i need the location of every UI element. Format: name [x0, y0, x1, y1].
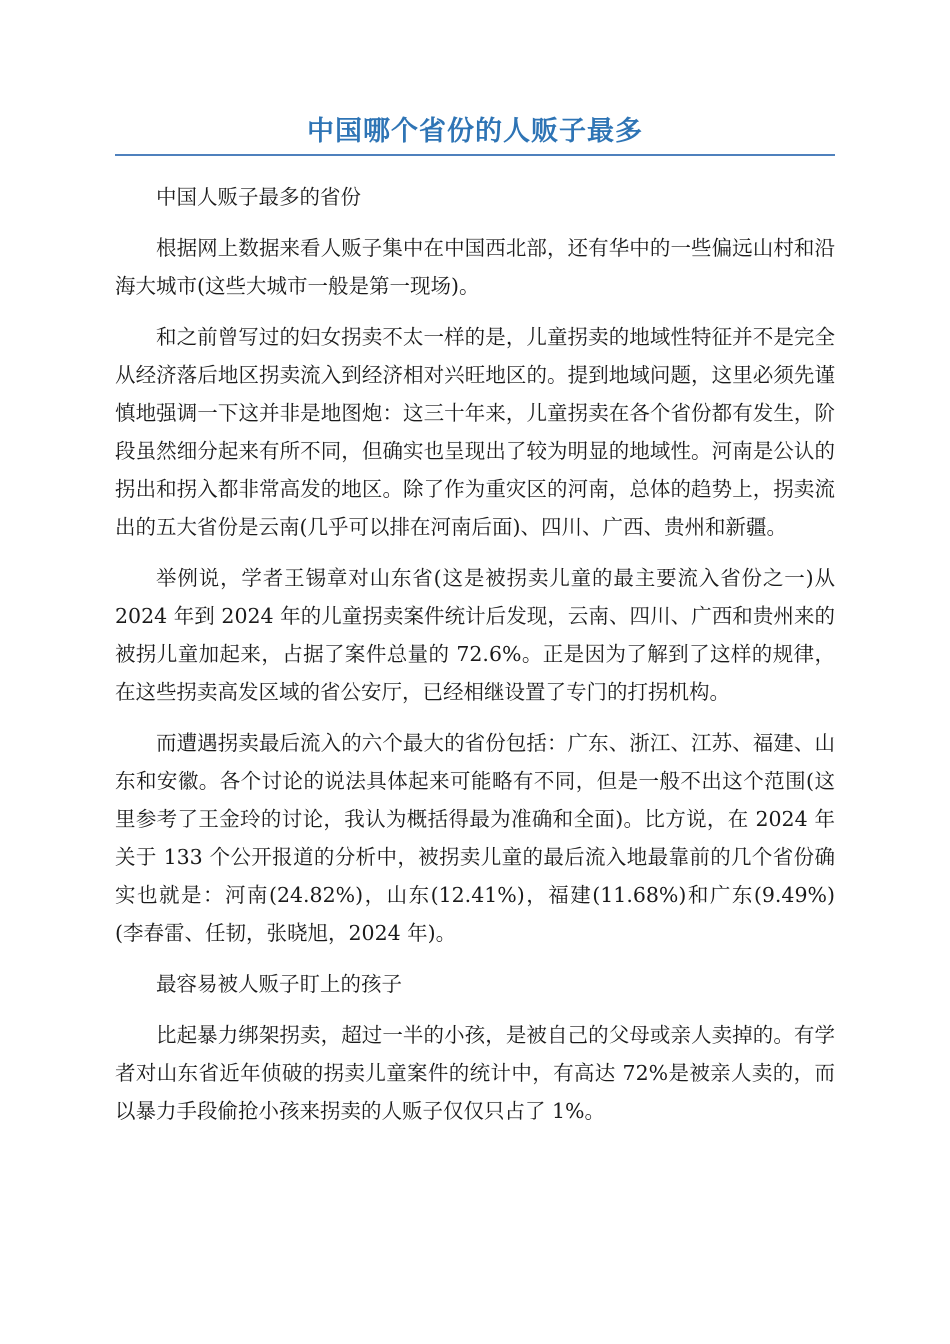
document-body	[115, 178, 835, 1130]
paragraph: 而遭遇拐卖最后流入的六个最大的省份包括：广东、浙江、江苏、福建、山东和安徽。各个讨论的说法具体起来可能略有不同，但是一般不出这个范围(这里参考了王金玲的讨论，我认为概括得最为准确和全面)。比方说，在 2024 年关于 133 个公开报道的分析中，被拐卖儿童的最后流入地最靠前的几个省份确实也就是：河南(24.82%)，山东(12.41%)，福建(11.68%)和广东(9.49%)(李春雷、任韧，张晓旭，2024 年)。	[115, 731, 835, 945]
paragraph: 和之前曾写过的妇女拐卖不太一样的是，儿童拐卖的地域性特征并不是完全从经济落后地区拐卖流入到经济相对兴旺地区的。提到地域问题，这里必须先谨慎地强调一下这并非是地图炮：这三十年来，儿童拐卖在各个省份都有发生，阶段虽然细分起来有所不同，但确实也呈现出了较为明显的地域性。河南是公认的拐出和拐入都非常高发的地区。除了作为重灾区的河南，总体的趋势上，拐卖流出的五大省份是云南(几乎可以排在河南后面)、四川、广西、贵州和新疆。	[115, 325, 835, 539]
paragraph: 比起暴力绑架拐卖，超过一半的小孩，是被自己的父母或亲人卖掉的。有学者对山东省近年侦破的拐卖儿童案件的统计中，有高达 72%是被亲人卖的，而以暴力手段偷抢小孩来拐卖的人贩子仅仅只占了 1%。	[115, 1023, 835, 1123]
title-underline	[115, 154, 835, 156]
section-heading: 中国人贩子最多的省份	[156, 185, 361, 209]
paragraph: 举例说，学者王锡章对山东省(这是被拐卖儿童的最主要流入省份之一)从 2024 年到 2024 年的儿童拐卖案件统计后发现，云南、四川、广西和贵州来的被拐儿童加起来，占据了案件总量的 72.6%。正是因为了解到了这样的规律，在这些拐卖高发区域的省公安厅，已经相继设置了专门的打拐机构。	[115, 566, 835, 704]
paragraph: 根据网上数据来看人贩子集中在中国西北部，还有华中的一些偏远山村和沿海大城市(这些大城市一般是第一现场)。	[115, 236, 835, 298]
page-title: 中国哪个省份的人贩子最多	[307, 116, 643, 147]
document-page	[115, 0, 835, 1143]
section-heading: 最容易被人贩子盯上的孩子	[156, 972, 402, 996]
